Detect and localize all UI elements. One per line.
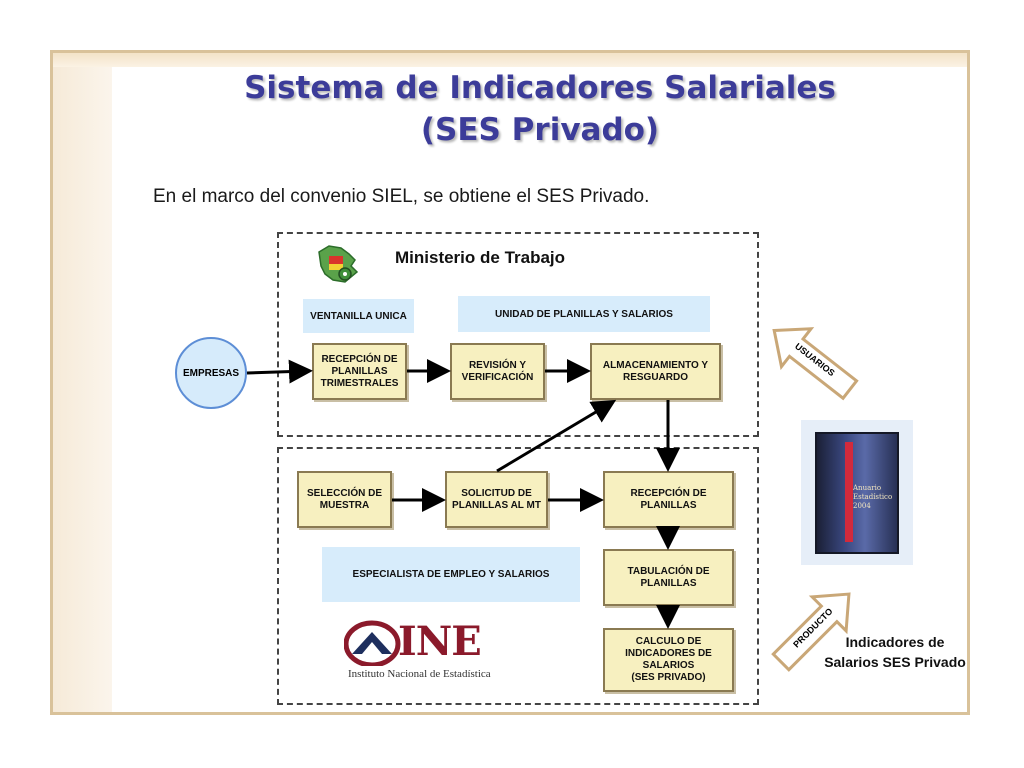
unidad-planillas-panel: UNIDAD DE PLANILLAS Y SALARIOS <box>458 296 710 332</box>
empresas-node: EMPRESAS <box>175 337 247 409</box>
book-line: Anuario <box>853 484 882 492</box>
anuario-book-image <box>801 420 913 565</box>
box-line: PLANILLAS AL MT <box>452 499 541 511</box>
ine-name: Instituto Nacional de Estadística <box>348 668 491 680</box>
ministerio-label: Ministerio de Trabajo <box>395 248 566 267</box>
box-line: (SES PRIVADO) <box>631 672 706 683</box>
usuarios-label: USUARIOS <box>793 341 837 379</box>
producto-label: PRODUCTO <box>791 606 835 650</box>
indicadores-line: Salarios SES Privado <box>824 654 966 670</box>
box-line: TRIMESTRALES <box>320 377 399 389</box>
arrow-empresas-recepcion <box>247 371 307 373</box>
title-line-1: Sistema de Indicadores Salariales <box>244 70 836 106</box>
indicadores-line: Indicadores de <box>845 634 945 650</box>
book-line: 2004 <box>853 502 871 510</box>
ventanilla-unica-panel: VENTANILLA UNICA <box>303 299 414 333</box>
box-line: SOLICITUD DE <box>461 487 532 499</box>
book-strip <box>845 442 853 542</box>
box-line: VERIFICACIÓN <box>461 371 534 383</box>
box-line: REVISIÓN Y <box>468 359 527 371</box>
book-cover <box>815 432 899 554</box>
box-line: SALARIOS <box>642 660 695 671</box>
box-line: SELECCIÓN DE <box>306 487 382 499</box>
box-line: ALMACENAMIENTO Y <box>602 359 709 371</box>
box-line: CALCULO DE <box>635 636 702 647</box>
title-line-2: (SES Privado) <box>420 112 660 148</box>
ine-logo-icon <box>344 620 402 666</box>
book-line: Estadístico <box>853 493 893 501</box>
box-line: PLANILLAS <box>640 577 697 589</box>
box-line: RECEPCIÓN DE <box>630 487 707 499</box>
box-line: INDICADORES DE <box>625 648 712 659</box>
box-line: PLANILLAS <box>640 499 697 511</box>
box-line: PLANILLAS <box>331 365 388 377</box>
box-line: RECEPCIÓN DE <box>321 353 398 365</box>
book-title <box>853 484 892 511</box>
especialista-panel: ESPECIALISTA DE EMPLEO Y SALARIOS <box>322 547 580 602</box>
box-line: MUESTRA <box>319 499 370 511</box>
subtitle: En el marco del convenio SIEL, se obtiene el SES Privado. <box>153 186 650 207</box>
arrow-solicitud-almacenamiento <box>497 403 611 471</box>
ine-logo-text: INE <box>398 618 481 665</box>
box-line: TABULACIÓN DE <box>627 565 710 577</box>
indicadores-label <box>815 632 975 672</box>
box-line: RESGUARDO <box>622 371 688 383</box>
